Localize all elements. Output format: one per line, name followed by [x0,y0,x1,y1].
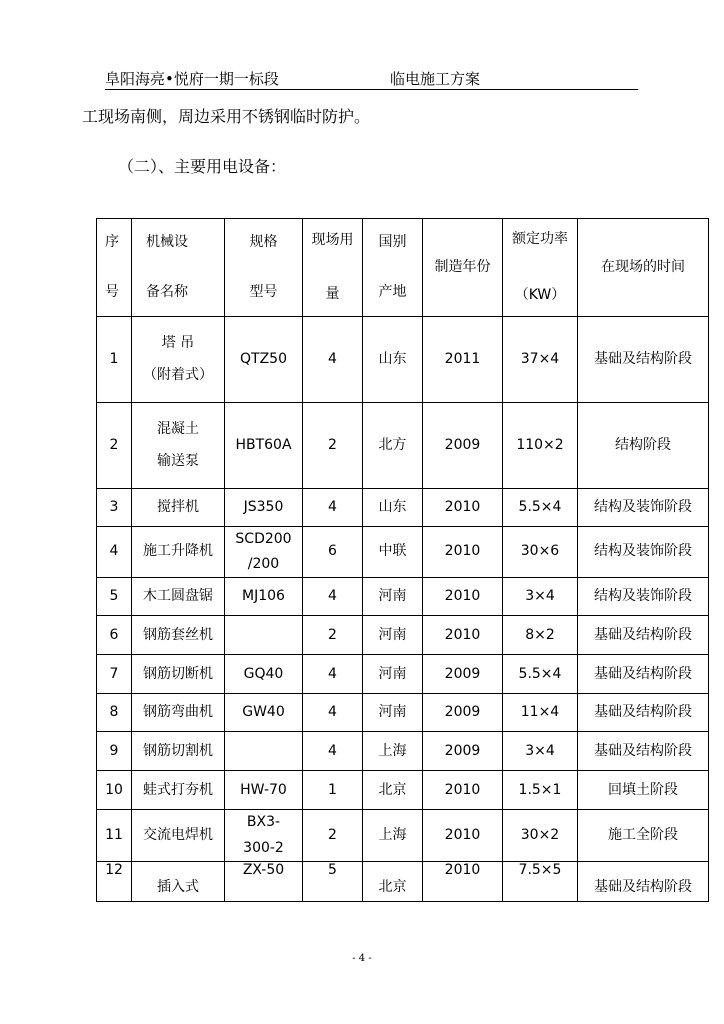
cell-name [132,317,225,403]
cell-model-text: MJ106 [242,588,285,605]
cell-origin [363,578,423,616]
cell-power-text: 11×4 [520,704,560,721]
cell-period-text: 施工全阶段 [608,826,678,843]
cell-model [225,489,303,527]
header-power: 额定功率 （KW） [503,219,578,317]
cell-year [423,732,503,771]
cell-power-text: 30×6 [520,543,560,560]
cell-origin [363,527,423,578]
cell-power [503,732,578,771]
cell-year-text: 2009 [444,665,481,682]
cell-origin-text: 河南 [378,704,407,721]
cell-name [132,694,225,732]
header-seq: 序 号 [97,219,132,317]
cell-period-text: 基础及结构阶段 [594,704,692,721]
cell-period-text: 基础及结构阶段 [594,350,692,367]
cell-model-text: QTZ50 [240,350,287,367]
cell-seq [97,694,132,732]
cell-name-line: （附着式） [143,366,213,383]
cell-origin-text: 河南 [378,626,407,643]
cell-origin [363,616,423,655]
cell-period [578,578,709,616]
cell-origin-text: 北方 [378,436,407,453]
cell-name [132,861,225,901]
body-text-line: 工现场南侧，周边采用不锈钢临时防护。 [82,107,371,126]
cell-origin-text: 山东 [378,350,407,367]
table-row [97,771,709,810]
cell-period-text: 结构及装饰阶段 [594,498,692,515]
table-row [97,403,709,489]
cell-period-text: 回填土阶段 [608,781,678,798]
cell-origin-text: 河南 [378,588,407,605]
cell-period [578,489,709,527]
cell-qty [303,578,363,616]
cell-period-text: 结构阶段 [615,436,671,453]
cell-name-text: 插入式 [157,879,199,896]
cell-seq [97,489,132,527]
cell-name-text: 钢筋切割机 [143,742,213,759]
cell-model [225,732,303,771]
cell-origin [363,489,423,527]
cell-period [578,732,709,771]
cell-origin-text: 北京 [378,879,407,896]
cell-origin [363,403,423,489]
cell-period [578,694,709,732]
table-row [97,578,709,616]
cell-power [503,317,578,403]
cell-power-text: 5.5×4 [518,665,562,682]
cell-model [225,403,303,489]
table-row [97,655,709,694]
cell-qty-text: 2 [328,626,337,643]
cell-power [503,489,578,527]
cell-name [132,616,225,655]
cell-model [225,578,303,616]
cell-model-line: /200 [247,556,280,573]
cell-year [423,771,503,810]
cell-power-text: 30×2 [520,826,560,843]
cell-year [423,527,503,578]
cell-origin [363,810,423,861]
cell-power-text: 8×2 [525,626,555,643]
cell-year-text: 2011 [444,350,481,367]
cell-name-text: 木工圆盘锯 [143,588,213,605]
cell-seq-text: 10 [105,781,123,798]
page-header [105,66,638,90]
cell-seq-text: 12 [105,861,123,878]
table-header-row [97,219,709,317]
cell-seq [97,655,132,694]
page-number: - 4 - [352,953,372,964]
cell-seq [97,732,132,771]
cell-seq [97,616,132,655]
cell-model [225,317,303,403]
cell-power-text: 5.5×4 [518,498,562,515]
cell-name [132,655,225,694]
cell-seq [97,317,132,403]
cell-year-text: 2009 [444,742,481,759]
cell-name [132,527,225,578]
cell-origin-text: 上海 [378,742,407,759]
cell-name-text: 交流电焊机 [143,826,213,843]
cell-seq [97,403,132,489]
cell-model [225,694,303,732]
header-year: 制造年份 [423,219,503,317]
cell-model [225,527,303,578]
cell-origin-text: 河南 [378,665,407,682]
table-row [97,694,709,732]
cell-qty-text: 2 [328,826,337,843]
table-row [97,527,709,578]
table-row [97,616,709,655]
cell-year-text: 2010 [444,498,481,515]
cell-name [132,810,225,861]
cell-year [423,489,503,527]
cell-seq [97,527,132,578]
cell-period [578,810,709,861]
cell-year-text: 2010 [444,781,481,798]
cell-period [578,771,709,810]
cell-name-text: 钢筋套丝机 [143,626,213,643]
cell-power [503,616,578,655]
cell-power-text: 3×4 [525,742,555,759]
cell-period-text: 结构及装饰阶段 [594,588,692,605]
cell-origin-text: 山东 [378,498,407,515]
cell-period [578,527,709,578]
cell-qty [303,655,363,694]
cell-power [503,771,578,810]
cell-power [503,527,578,578]
cell-model [225,655,303,694]
cell-period-text: 基础及结构阶段 [594,665,692,682]
cell-qty-text: 4 [328,498,337,515]
cell-name-line: 塔 吊 [161,335,195,351]
cell-seq-text: 3 [109,498,119,515]
cell-model-text: GQ40 [243,665,284,682]
cell-power-text: 37×4 [520,350,560,367]
header-doc-title: 临电施工方案 [390,70,481,88]
cell-model [225,810,303,861]
cell-qty-text: 2 [328,436,337,453]
cell-qty [303,489,363,527]
cell-seq-text: 8 [109,704,119,721]
header-qty: 现场用 量 [303,219,363,317]
cell-name [132,771,225,810]
cell-name [132,578,225,616]
cell-year [423,694,503,732]
cell-origin [363,732,423,771]
table-row [97,489,709,527]
cell-period [578,655,709,694]
cell-year-text: 2010 [444,861,481,878]
cell-power-text: 1.5×1 [518,781,562,798]
cell-seq-text: 11 [105,826,123,843]
cell-model-text: HBT60A [235,436,292,453]
cell-year [423,578,503,616]
cell-model-text: GW40 [242,704,285,721]
cell-period [578,616,709,655]
cell-qty [303,810,363,861]
cell-period [578,403,709,489]
cell-model [225,861,303,901]
cell-seq-text: 1 [109,350,119,367]
cell-qty [303,861,363,901]
cell-name [132,403,225,489]
cell-name-text: 钢筋弯曲机 [143,704,213,721]
header-model: 规格 型号 [225,219,303,317]
cell-period-text: 结构及装饰阶段 [594,543,692,560]
cell-name-line: 混凝土 [157,421,199,437]
cell-model-text: ZX-50 [242,861,285,878]
cell-seq-text: 9 [109,742,119,759]
cell-seq-text: 4 [109,543,119,560]
header-origin: 国别 产地 [363,219,423,317]
cell-year-text: 2010 [444,543,481,560]
cell-qty-text: 6 [328,543,337,560]
cell-origin [363,317,423,403]
cell-model-text: HW-70 [240,781,287,798]
cell-origin [363,694,423,732]
cell-seq-text: 6 [109,626,119,643]
cell-year-text: 2010 [444,588,481,605]
cell-seq-text: 5 [109,588,119,605]
cell-seq [97,578,132,616]
cell-year [423,403,503,489]
cell-period-text: 基础及结构阶段 [594,879,692,896]
cell-model [225,771,303,810]
cell-seq [97,771,132,810]
cell-qty [303,527,363,578]
cell-qty-text: 5 [328,861,337,878]
cell-qty-text: 4 [328,665,337,682]
cell-power [503,810,578,861]
cell-seq [97,861,132,901]
cell-qty-text: 4 [328,588,337,605]
cell-model-line: 300-2 [243,839,284,856]
cell-power [503,655,578,694]
cell-qty [303,771,363,810]
cell-period [578,317,709,403]
cell-power-text: 7.5×5 [518,861,562,878]
cell-period-text: 基础及结构阶段 [594,626,692,643]
cell-power-text: 110×2 [516,436,564,453]
cell-origin [363,655,423,694]
cell-name-line: 输送泵 [157,452,199,469]
table-row [97,732,709,771]
cell-qty-text: 4 [328,742,337,759]
cell-name-text: 施工升降机 [143,543,213,560]
cell-qty [303,694,363,732]
cell-model-line: SCD200 [235,531,292,547]
cell-model-text: JS350 [243,498,284,515]
cell-model-line: BX3- [246,814,281,831]
cell-name [132,489,225,527]
equipment-table [96,218,709,902]
cell-qty [303,317,363,403]
table-row [97,861,709,901]
cell-power [503,403,578,489]
cell-origin [363,771,423,810]
cell-year [423,616,503,655]
cell-name-text: 搅拌机 [157,498,199,515]
cell-origin-text: 北京 [378,781,407,798]
cell-qty-text: 4 [328,704,337,721]
cell-qty-text: 1 [328,781,337,798]
cell-seq-text: 7 [109,665,119,682]
cell-qty [303,732,363,771]
cell-power [503,861,578,901]
cell-qty [303,403,363,489]
table-row [97,810,709,861]
cell-qty-text: 4 [328,350,337,367]
cell-qty [303,616,363,655]
cell-year [423,810,503,861]
cell-origin [363,861,423,901]
cell-seq [97,810,132,861]
cell-year-text: 2009 [444,704,481,721]
cell-period [578,861,709,901]
cell-power [503,578,578,616]
cell-origin-text: 上海 [378,826,407,843]
cell-name [132,732,225,771]
cell-name-text: 蛙式打夯机 [143,781,213,798]
cell-seq-text: 2 [109,436,119,453]
cell-year-text: 2010 [444,626,481,643]
cell-year [423,317,503,403]
section-title: （二）、主要用电设备： [118,157,287,176]
table-row [97,317,709,403]
cell-year [423,861,503,901]
cell-origin-text: 中联 [378,543,407,560]
cell-power [503,694,578,732]
cell-year [423,655,503,694]
cell-year-text: 2010 [444,826,481,843]
cell-power-text: 3×4 [525,588,555,605]
header-project-name: 阜阳海亮•悦府一期一标段 [105,70,279,88]
header-period: 在现场的时间 [578,219,709,317]
cell-model [225,616,303,655]
equipment-rows [97,317,709,902]
cell-name-text: 钢筋切断机 [143,665,213,682]
header-name: 机械设 备名称 [132,219,225,317]
cell-period-text: 基础及结构阶段 [594,742,692,759]
cell-year-text: 2009 [444,436,481,453]
